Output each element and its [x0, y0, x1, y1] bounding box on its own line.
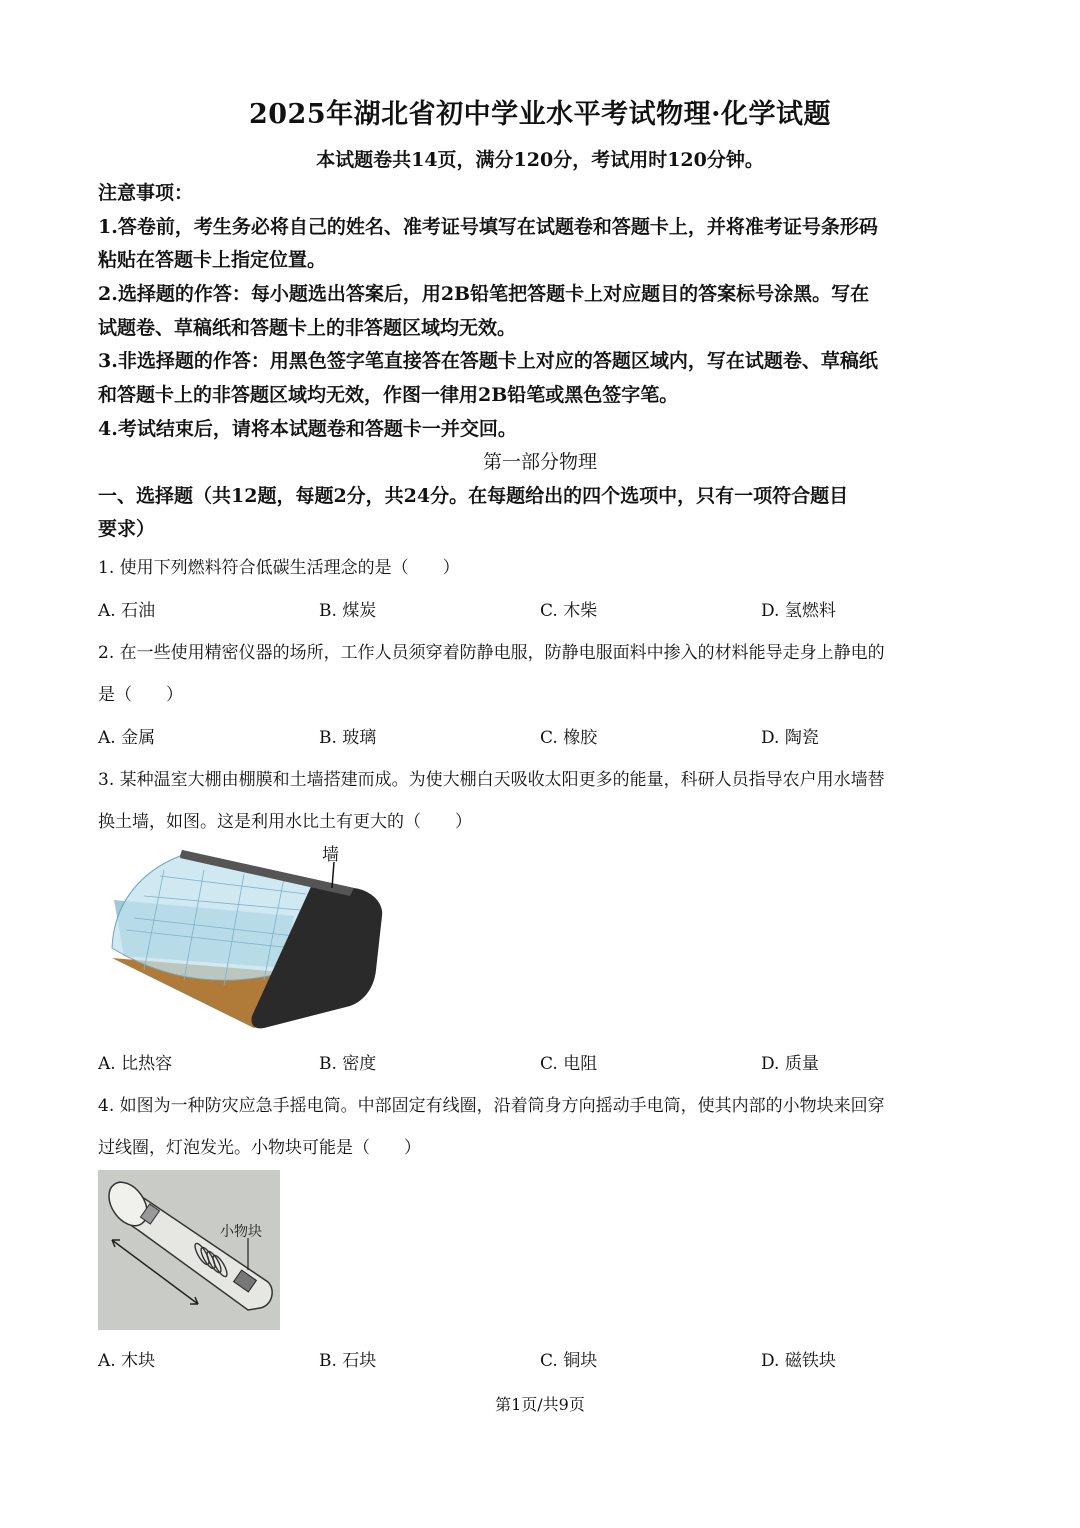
notice-line: 2.选择题的作答：每小题选出答案后，用2B铅笔把答题卡上对应题目的答案标号涂黑。写在	[98, 283, 870, 305]
q4-option-d: D. 磁铁块	[761, 1351, 836, 1371]
q1-option-a: A. 石油	[98, 601, 156, 621]
q1-option-b: B. 煤炭	[319, 601, 377, 621]
notice-line: 试题卷、草稿纸和答题卡上的非答题区域均无效。	[98, 317, 517, 339]
question-4-text: 4. 如图为一种防灾应急手摇电筒。中部固定有线圈，沿着筒身方向摇动手电筒，使其内部的小物块来回穿	[98, 1096, 885, 1116]
q3-option-b: B. 密度	[319, 1054, 377, 1074]
q2-option-c: C. 橡胶	[540, 728, 598, 748]
part-heading: 第一部分物理	[482, 451, 597, 473]
q3-option-c: C. 电阻	[540, 1054, 598, 1074]
notices-heading: 注意事项：	[98, 182, 194, 204]
question-3-text: 3. 某种温室大棚由棚膜和土墙搭建而成。为使大棚白天吸收太阳更多的能量，科研人员指导农户用水墙替	[98, 770, 885, 790]
flashlight-figure	[98, 1170, 280, 1330]
question-2-text-cont: 是（ ）	[98, 685, 183, 705]
section-heading: 一、选择题（共12题，每题2分，共24分。在每题给出的四个选项中，只有一项符合题目	[98, 485, 849, 507]
q2-option-b: B. 玻璃	[319, 728, 377, 748]
q3-option-a: A. 比热容	[98, 1054, 173, 1074]
wall-label: 墙	[322, 845, 339, 865]
question-3-text-cont: 换土墙，如图。这是利用水比土有更大的（ ）	[98, 812, 472, 832]
q1-option-c: C. 木柴	[540, 601, 598, 621]
q2-option-a: A. 金属	[98, 728, 156, 748]
q2-option-d: D. 陶瓷	[761, 728, 819, 748]
question-1-text: 1. 使用下列燃料符合低碳生活理念的是（ ）	[98, 558, 460, 578]
q4-option-c: C. 铜块	[540, 1351, 598, 1371]
notice-line: 和答题卡上的非答题区域均无效，作图一律用2B铅笔或黑色签字笔。	[98, 384, 679, 406]
q4-option-a: A. 木块	[98, 1351, 156, 1371]
q4-option-b: B. 石块	[319, 1351, 377, 1371]
notice-line: 1.答卷前，考生务必将自己的姓名、准考证号填写在试题卷和答题卡上，并将准考证号条形码	[98, 216, 878, 238]
exam-info: 本试题卷共14页，满分120分，考试用时120分钟。	[316, 149, 764, 171]
small-block-label: 小物块	[220, 1224, 262, 1240]
question-4-text-cont: 过线圈，灯泡发光。小物块可能是（ ）	[98, 1138, 421, 1158]
notice-line: 3.非选择题的作答：用黑色签字笔直接答在答题卡上对应的答题区域内，写在试题卷、草稿纸	[98, 350, 878, 372]
greenhouse-figure	[104, 840, 386, 1036]
question-2-text: 2. 在一些使用精密仪器的场所，工作人员须穿着防静电服，防静电服面料中掺入的材料能导走身上静电的	[98, 643, 885, 663]
page-title: 2025年湖北省初中学业水平考试物理·化学试题	[248, 99, 832, 130]
q1-option-d: D. 氢燃料	[761, 601, 836, 621]
section-heading-cont: 要求）	[98, 518, 156, 540]
notice-line: 4.考试结束后，请将本试题卷和答题卡一并交回。	[98, 418, 517, 440]
q3-option-d: D. 质量	[761, 1054, 819, 1074]
notice-line: 粘贴在答题卡上指定位置。	[98, 249, 327, 271]
page-number: 第1页/共9页	[495, 1395, 585, 1414]
